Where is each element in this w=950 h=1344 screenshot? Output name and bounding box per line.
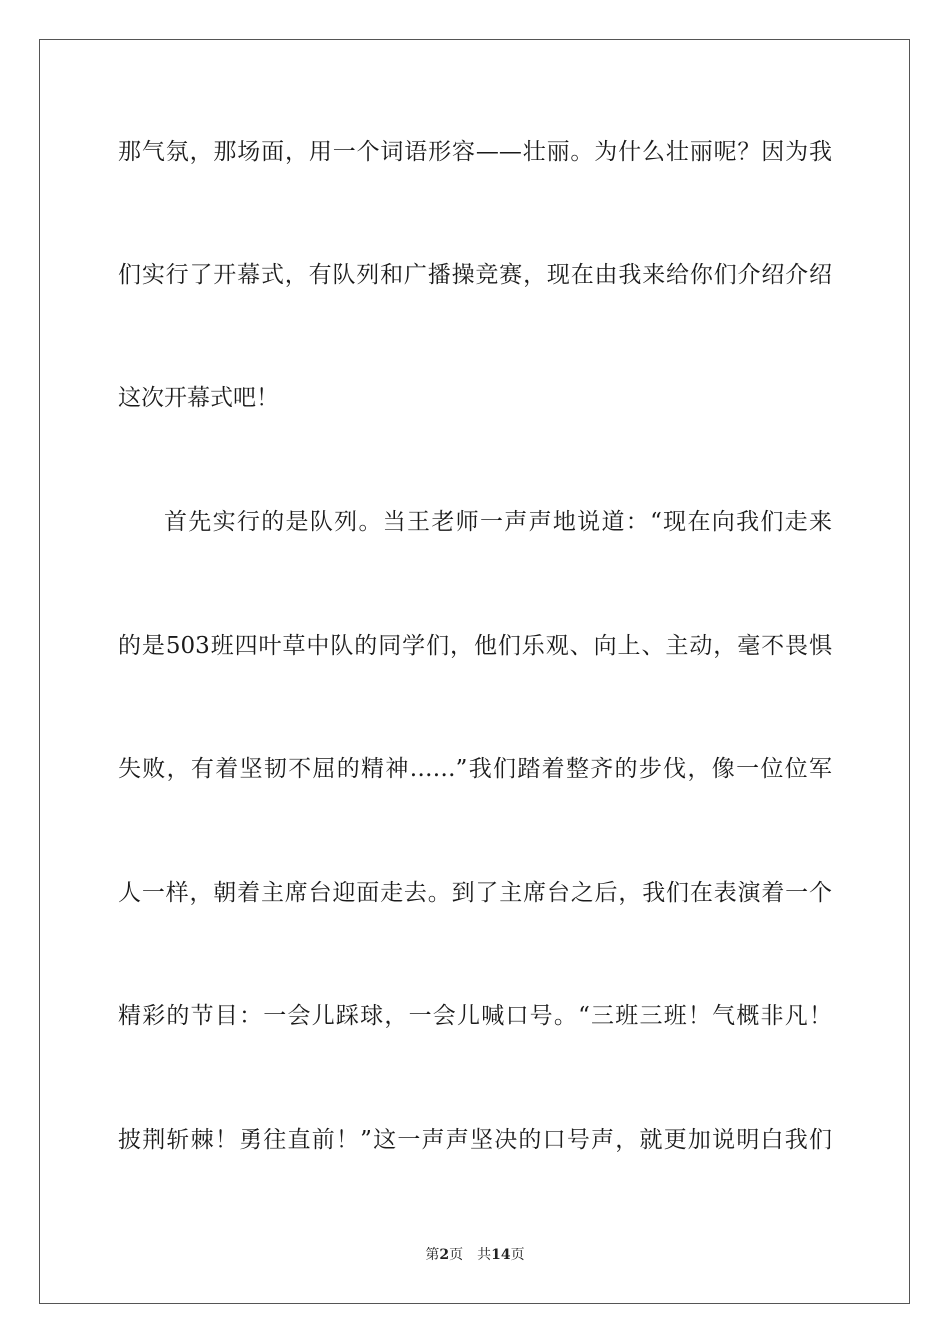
total-pages: 14 [491, 1247, 511, 1263]
text-line-6: 失败，有着坚韧不屈的精神……”我们踏着整齐的步伐，像一位位军 [118, 756, 832, 782]
total-prefix: 共 [477, 1247, 492, 1263]
page-suffix: 页 [449, 1247, 464, 1263]
page-frame [39, 39, 910, 1304]
text-line-2: 们实行了开幕式，有队列和广播操竞赛，现在由我来给你们介绍介绍 [118, 262, 832, 288]
page-prefix: 第 [425, 1247, 440, 1263]
total-suffix: 页 [510, 1247, 525, 1263]
text-line-3: 这次开幕式吧！ [118, 385, 279, 411]
page-footer [0, 1246, 950, 1264]
text-line-5: 的是503班四叶草中队的同学们，他们乐观、向上、主动，毫不畏惧 [118, 633, 832, 659]
text-line-8: 精彩的节目：一会儿踩球，一会儿喊口号。“三班三班！气概非凡！ [118, 1003, 832, 1029]
text-line-4: 首先实行的是队列。当王老师一声声地说道：“现在向我们走来 [164, 509, 832, 535]
text-line-9: 披荆斩棘！勇往直前！”这一声声坚决的口号声，就更加说明白我们 [118, 1127, 832, 1153]
page-number: 2 [439, 1247, 450, 1263]
text-line-7: 人一样，朝着主席台迎面走去。到了主席台之后，我们在表演着一个 [118, 880, 832, 906]
text-line-1: 那气氛，那场面，用一个词语形容——壮丽。为什么壮丽呢？因为我 [118, 139, 832, 165]
